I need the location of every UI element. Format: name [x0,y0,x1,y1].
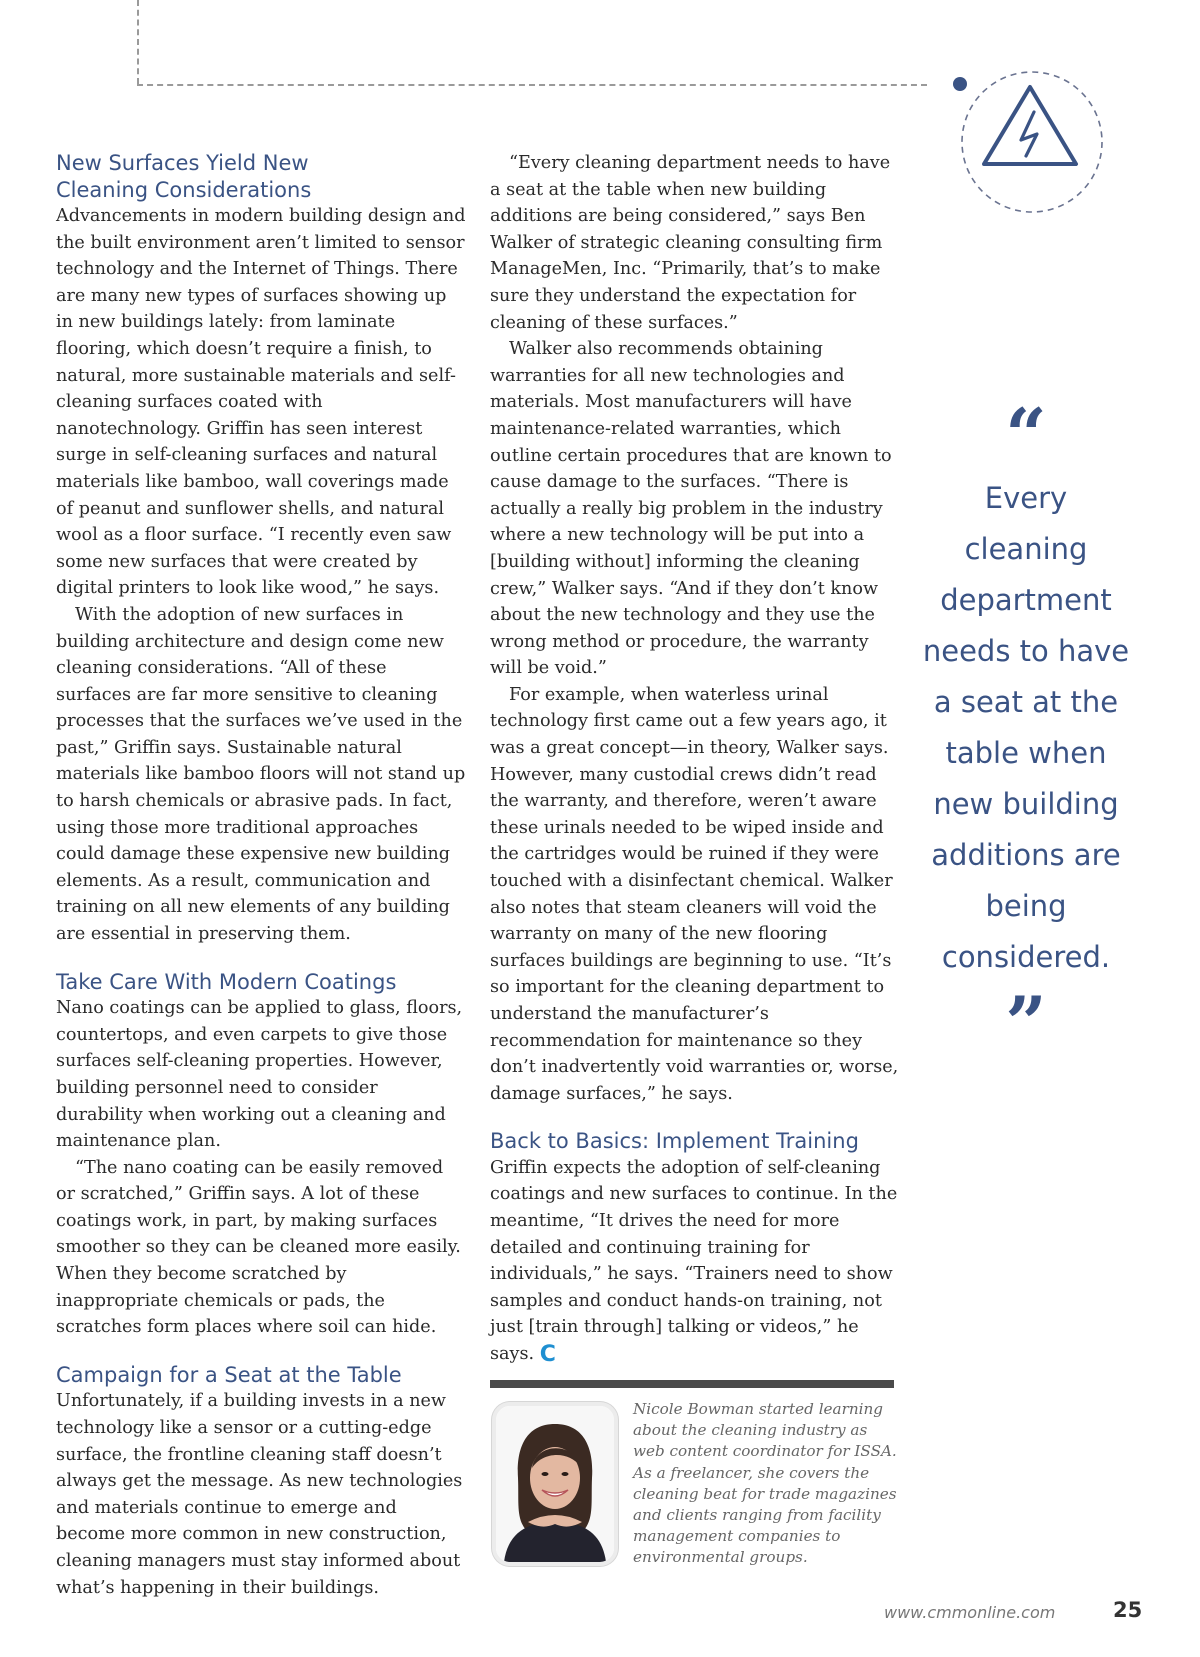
paragraph: “The nano coating can be easily removed or scratched,” Griffin says. A lot of these coatings work, in part, by making surfaces smoother so they can be cleaned more easily. When they become scratched by inappropriate chemicals or pads, the scratches form places where soil can hide. [56,1157,461,1338]
article-end-mark: C [539,1342,556,1368]
middle-column [490,150,900,1368]
section-heading: Back to Basics: Implement Training [490,1129,859,1154]
paragraph-text: Griffin expects the adoption of self-cleaning coatings and new surfaces to continue. In the meantime, “It drives the need for more detailed and continuing training for individuals,” he says. “Trainers need to show samples and conduct hands-on training, not just [train through] talking or videos,” he says. [490,1157,898,1365]
section-heading [56,150,466,203]
paragraph: Unfortunately, if a building invests in a new technology like a sensor or a cutting-edge surface, the frontline cleaning staff doesn’t always get the message. As new technologies and materials continue to emerge and become more common in new construction, cleaning managers must stay informed about what’s happening in their buildings. [56,1391,463,1598]
heading-line: New Surfaces Yield New [56,151,309,175]
dashed-border-horizontal [137,84,927,86]
paragraph: Advancements in modern building design and the built environment aren’t limited to sensor technology and the Internet of Things. There are many new types of surfaces showing up in new buildings lately: from laminate flooring, which doesn’t require a finish, to natural, more sustainable materials and self-cleaning surfaces coated with nanotechnology. Griffin has seen interest surge in self-cleaning surfaces and natural materials like bamboo, wall coverings made of peanut and sunflower shells, and natural wool as a floor surface. “I recently even saw some new surfaces that were created by digital printers to look like wood,” he says. [56,206,466,599]
open-quote-mark: “ [1005,392,1047,477]
electrical-hazard-icon [948,60,1104,216]
paragraph: “Every cleaning department needs to have a seat at the table when new building additions are being considered,” says Ben Walker of strategic cleaning consulting firm ManageMen, Inc. “Primarily, that’s to make sure they understand the expectation for cleaning of these surfaces.” [490,153,891,333]
footer-url: www.cmmonline.com [884,1603,1056,1622]
page-number: 25 [1113,1598,1143,1622]
paragraph: With the adoption of new surfaces in building architecture and design come new cleaning considerations. “All of these surfaces are far more sensitive to cleaning processes that the surfaces we’ve used in the past,” Griffin says. Sustainable natural materials like bamboo floors will not stand up to harsh chemicals or abrasive pads. In fact, using those more traditional approaches could damage these expensive new building elements. As a result, communication and training on all new elements of any building are essential in preserving them. [56,604,466,945]
paragraph: Walker also recommends obtaining warranties for all new technologies and materials. Most manufacturers will have maintenance-related warranties, which outline certain procedures that are known to cause damage to the surfaces. “There is actually a really big problem in the industry where a new technology will be put into a [building without] informing the cleaning crew,” Walker says. “And if they don’t know about the new technology and they use the wrong method or procedure, the warranty will be void.” [490,339,892,679]
bio-divider [490,1380,894,1388]
author-bio: Nicole Bowman started learning about the cleaning industry as web content coordinator for ISSA. As a freelancer, she covers the cleaning beat for trade magazines and clients ranging from facility management companies to environmental groups. [633,1400,897,1567]
paragraph: For example, when waterless urinal technology first came out a few years ago, it was a great concept—in theory, Walker says. However, many custodial crews didn’t read the warranty, and therefore, weren’t aware these urinals needed to be wiped inside and the cartridges would be ruined if they were touched with a disinfectant chemical. Walker also notes that steam cleaners will void the warranty on many of the new flooring surfaces buildings are beginning to use. “It’s so important for the cleaning department to understand the manufacturer’s recommendation for maintenance so they don’t inadvertently void warranties or, worse, damage surfaces,” he says. [490,684,899,1104]
pull-quote-text: Every cleaning department needs to have a seat at the table when new building additions are being considered. [922,481,1130,974]
section-heading: Campaign for a Seat at the Table [56,1362,402,1387]
paragraph [490,1155,900,1368]
pull-quote [920,392,1132,1065]
paragraph: Nano coatings can be applied to glass, floors, countertops, and even carpets to give those surfaces self-cleaning properties. However, building personnel need to consider durability when working out a cleaning and maintenance plan. [56,998,463,1152]
left-column [56,150,466,1601]
close-quote-mark: ” [1005,980,1047,1065]
section-heading: Take Care With Modern Coatings [56,969,397,994]
author-photo [492,1402,618,1566]
dashed-border-vertical [137,0,139,84]
heading-line: Cleaning Considerations [56,177,312,202]
author-portrait-illustration [496,1406,614,1562]
